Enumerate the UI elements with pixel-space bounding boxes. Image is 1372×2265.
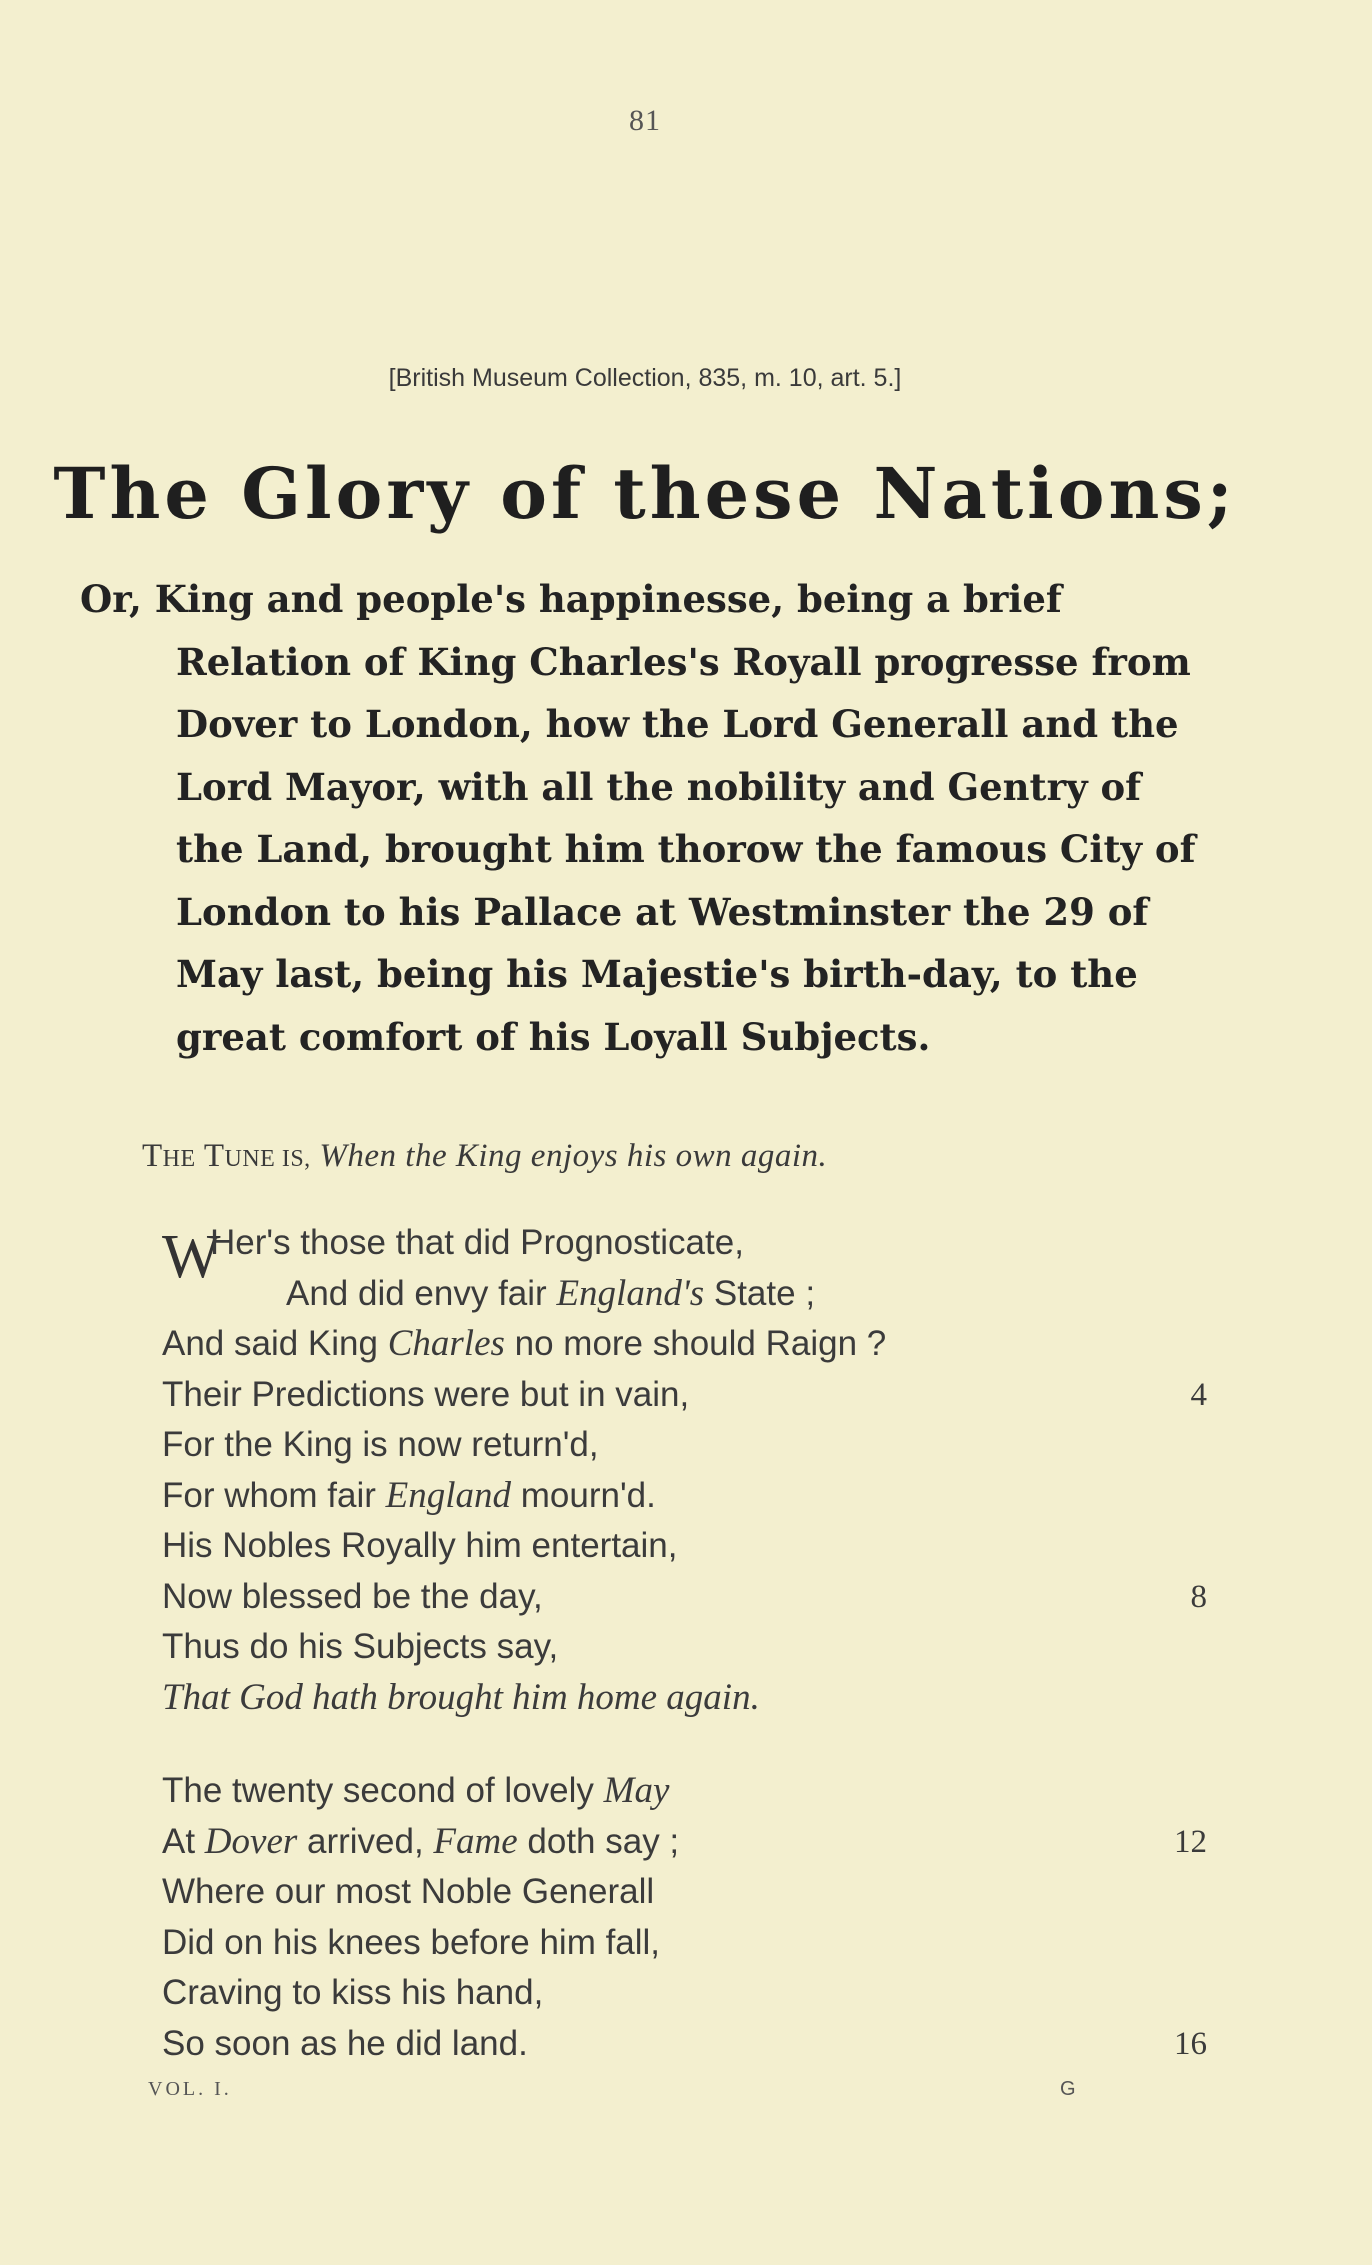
stanza-1 [162, 1218, 1207, 1723]
verse-line: Where our most Noble Generall [162, 1872, 655, 1911]
verse-line: And said King Charles no more should Raign ? [162, 1323, 887, 1364]
verse-line: Her's those that did Prognosticate, [210, 1223, 744, 1262]
verse-line: The twenty second of lovely May [162, 1770, 670, 1811]
page-number: 81 [629, 104, 661, 137]
stanza-2 [162, 1766, 1207, 2069]
verse-line: At Dover arrived, Fame doth say ; 12 [162, 1817, 1207, 1868]
verse-line: Did on his knees before him fall, [162, 1922, 661, 1962]
verse-line: Now blessed be the day, 8 [162, 1572, 1207, 1623]
line-number: 4 [1190, 1376, 1207, 1413]
ballad-subtitle: Or, King and people's happinesse, being a brief Relation of King Charles's Royall progresse from Dover to London, how the Lord Generall and the Lord Mayor, with all the nobility and Gentry of the Land, brought him thorow the famous City of London to his Pallace at Westminster the 29 of May last, being his Majestie's birth-day, to the great comfort of his Loyall Subjects. [80, 577, 1196, 1059]
footer-signature: G [1060, 2078, 1076, 2100]
tune-prefix-cap-1: T [142, 1138, 163, 1174]
line-number: 8 [1190, 1578, 1207, 1615]
verse-line: And did envy fair England's State ; [286, 1272, 816, 1314]
tune-prefix-2: UNE IS, [224, 1146, 311, 1172]
verse-line: Their Predictions were but in vain, 4 [162, 1370, 1207, 1421]
tune-prefix-1: HE [162, 1146, 196, 1172]
tune-name: When the King enjoys his own again. [319, 1138, 828, 1174]
verse-line: Thus do his Subjects say, [162, 1627, 559, 1666]
footer-volume: VOL. I. [148, 2078, 232, 2100]
collection-note: [British Museum Collection, 835, m. 10, art. 5.] [388, 364, 902, 392]
line-number: 12 [1174, 1823, 1207, 1860]
verse-line: For the King is now return'd, [162, 1425, 599, 1464]
verse-line: So soon as he did land. 16 [162, 2019, 1207, 2070]
verse-line: Craving to kiss his hand, [162, 1973, 544, 2012]
verse-line: For whom fair England mourn'd. [162, 1474, 656, 1516]
verse-line: His Nobles Royally him entertain, [162, 1526, 678, 1565]
tune-line [142, 1138, 827, 1175]
verse-line: That God hath brought him home again. [162, 1676, 760, 1718]
ballad-title: The Glory of these Nations; [53, 452, 1237, 535]
drop-cap: W [162, 1223, 221, 1291]
tune-prefix-cap-2: T [203, 1138, 225, 1174]
line-number: 16 [1174, 2025, 1207, 2062]
